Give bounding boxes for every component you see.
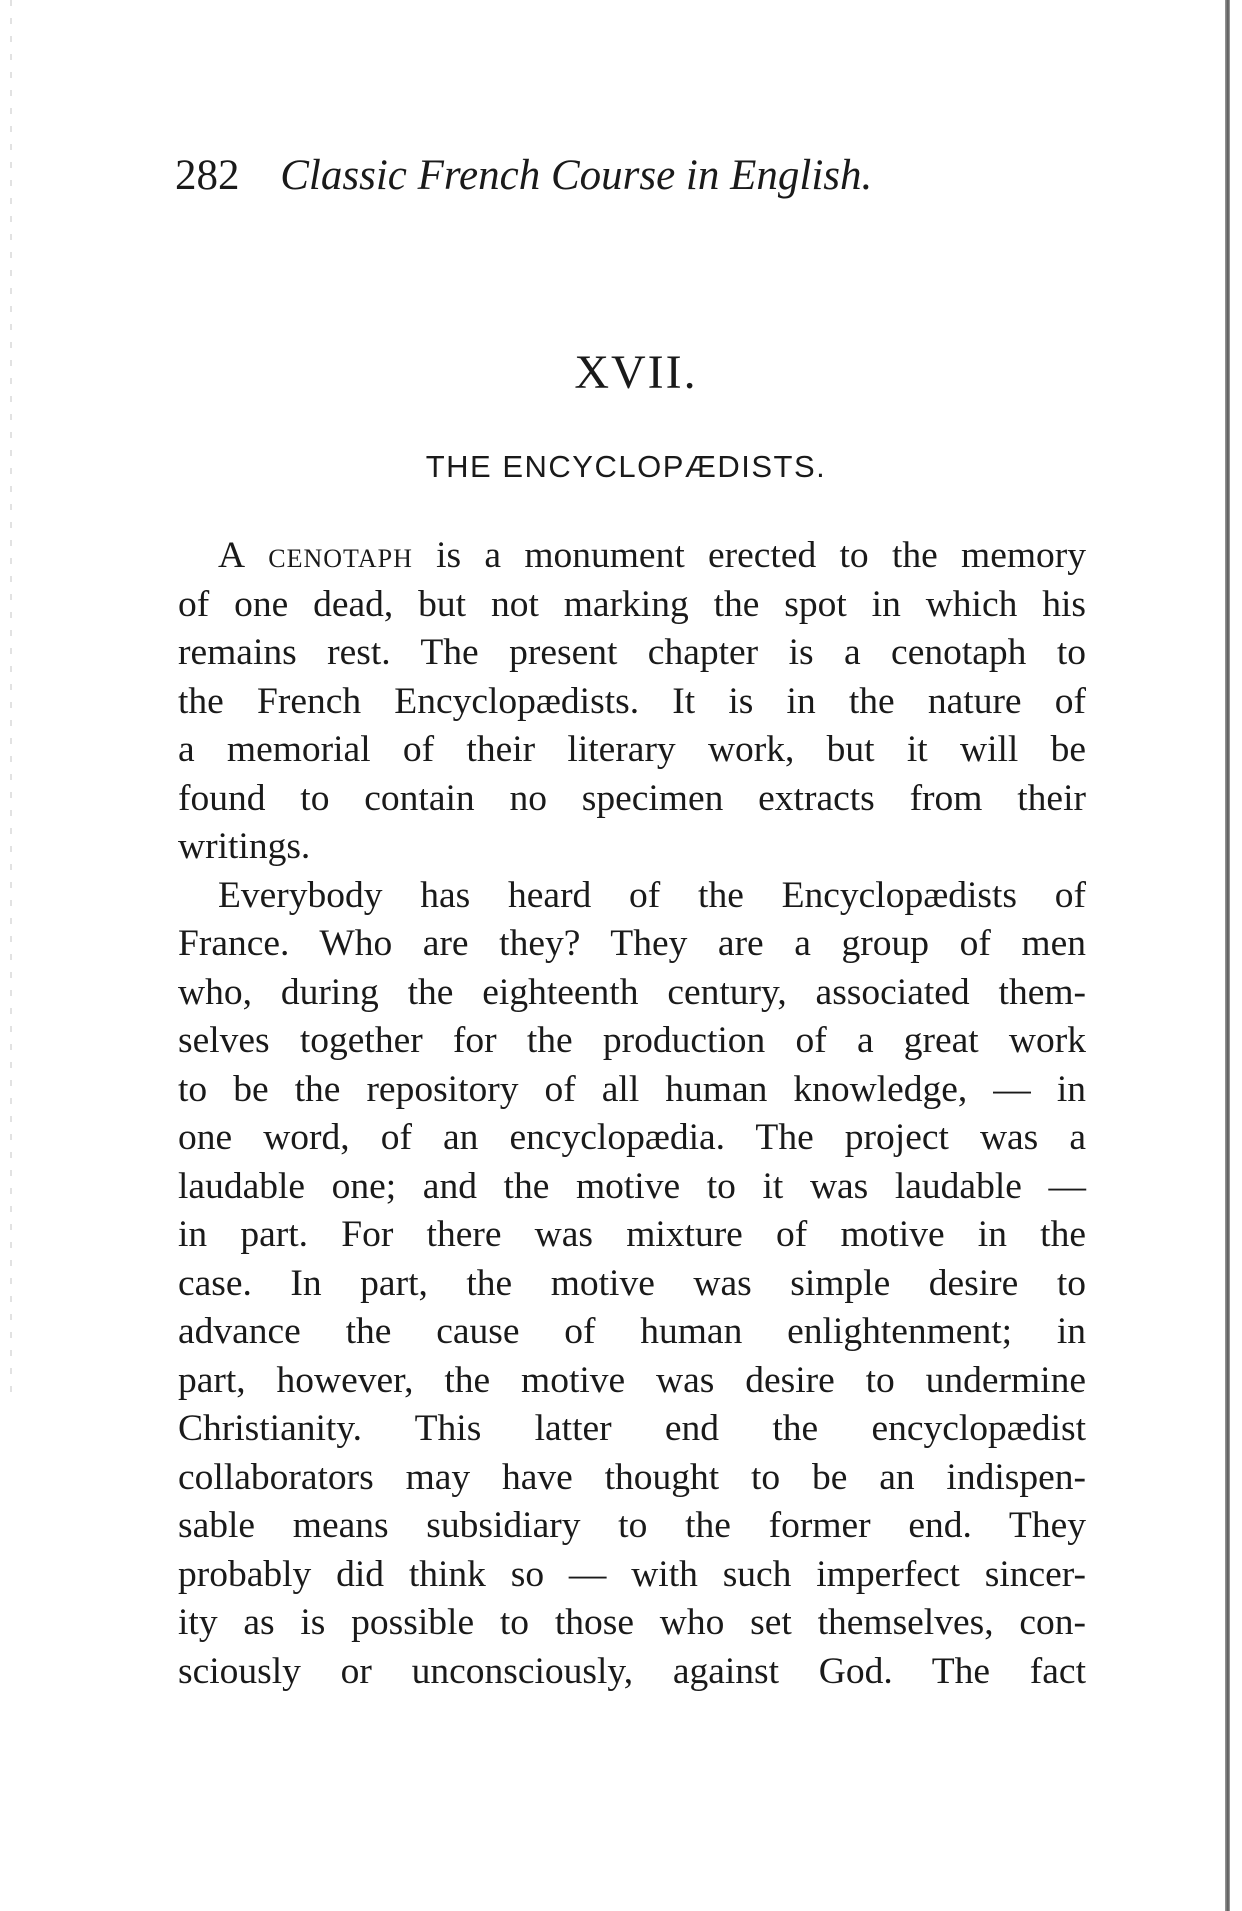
paragraph-line: collaborators may have thought to be an indispen- [178, 1456, 1086, 1498]
paragraph-line: Everybody has heard of the Encyclopædists of [218, 874, 1086, 916]
paragraph-line: who, during the eighteenth century, associated them- [178, 971, 1086, 1013]
paragraph-line: laudable one; and the motive to it was laudable — [178, 1165, 1086, 1207]
lead-small-caps: A cenotaph [218, 535, 413, 576]
paragraph-line: writings. [178, 826, 311, 867]
book-title: Classic French Course in English. [280, 152, 873, 199]
paragraph-line: A cenotaph is a monument erected to the memory [218, 535, 1086, 576]
paragraph-line: probably did think so — with such imperfect sincer- [178, 1553, 1086, 1595]
paragraph-line: ity as is possible to those who set themselves, con- [178, 1602, 1086, 1643]
chapter-title: THE ENCYCLOPÆDISTS. [425, 449, 827, 484]
scan-edge-right [1225, 0, 1230, 1911]
paragraph-line: part, however, the motive was desire to undermine [178, 1359, 1086, 1401]
scan-edge-left [10, 0, 12, 1400]
paragraph-line: in part. For there was mixture of motive in the [178, 1214, 1086, 1255]
paragraph-line: found to contain no specimen extracts from their [178, 777, 1086, 819]
chapter-number: XVII. [574, 346, 698, 399]
paragraph-line: selves together for the production of a great work [178, 1020, 1086, 1061]
paragraph-line: a memorial of their literary work, but it will be [178, 729, 1086, 770]
page-number: 282 [175, 152, 240, 199]
paragraph-line: sable means subsidiary to the former end. They [178, 1505, 1086, 1546]
paragraph-line: advance the cause of human enlightenment; in [178, 1311, 1086, 1352]
paragraph-line: the French Encyclopædists. It is in the nature of [178, 680, 1086, 722]
paragraph-line: to be the repository of all human knowledge, — in [178, 1068, 1086, 1110]
paragraph-line: remains rest. The present chapter is a cenotaph to [178, 632, 1086, 673]
paragraph-line: France. Who are they? They are a group of men [178, 923, 1086, 964]
paragraph-line: of one dead, but not marking the spot in which his [178, 583, 1086, 625]
body-text [178, 532, 1086, 1696]
paragraph-line: case. In part, the motive was simple desire to [178, 1262, 1086, 1304]
paragraph-line: sciously or unconsciously, against God. The fact [178, 1650, 1086, 1692]
paragraph-line: Christianity. This latter end the encyclopædist [178, 1408, 1086, 1449]
running-head [175, 150, 1075, 202]
paragraph-line: one word, of an encyclopædia. The project was a [178, 1117, 1086, 1158]
